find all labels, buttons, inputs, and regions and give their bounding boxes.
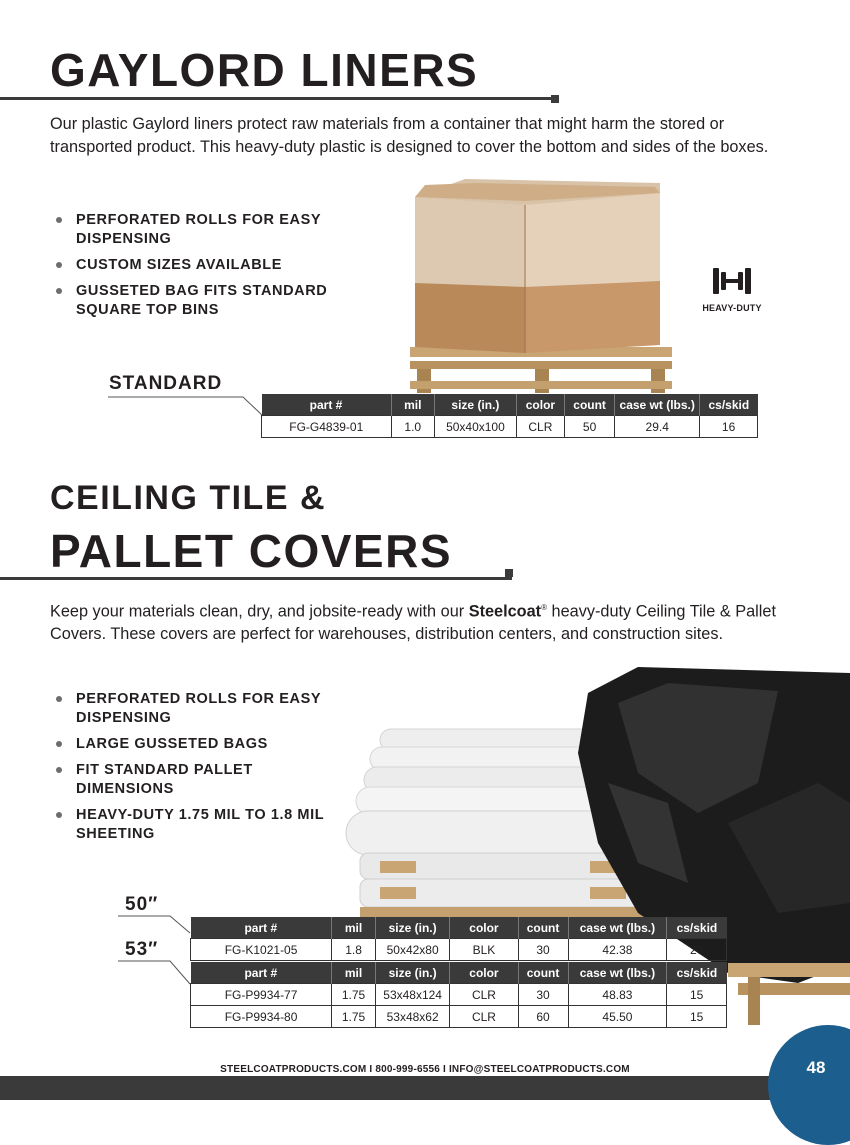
size-53-label: 53″	[125, 939, 159, 960]
col-header: part #	[191, 962, 332, 984]
standard-label: STANDARD	[109, 373, 223, 394]
ceiling-intro	[50, 596, 810, 646]
list-item: FIT STANDARD PALLET DIMENSIONS	[52, 761, 352, 799]
table-row	[191, 939, 727, 961]
rule-end-marker	[551, 95, 559, 103]
table-cell: 1.0	[391, 416, 435, 438]
table-cell: CLR	[450, 1006, 518, 1028]
page-number-badge	[768, 1025, 850, 1145]
table-header-row	[262, 394, 758, 416]
col-header: case wt (lbs.)	[568, 962, 667, 984]
size-50-label: 50″	[125, 894, 159, 915]
table-cell: 15	[667, 1006, 727, 1028]
col-header: count	[518, 917, 568, 939]
table-cell: 16	[700, 416, 758, 438]
table-header-row	[191, 962, 727, 984]
col-header: count	[564, 394, 614, 416]
table-cell: FG-G4839-01	[262, 416, 392, 438]
gaylord-feature-list	[52, 211, 352, 327]
table-cell: 1.75	[332, 984, 376, 1006]
table-header-row	[191, 917, 727, 939]
footer-bar	[0, 1076, 850, 1100]
gaylord-intro: Our plastic Gaylord liners protect raw materials from a container that might harm the stored or transported product. This heavy-duty plastic is designed to cover the bottom and sides of the boxes.	[50, 115, 769, 156]
col-header: count	[518, 962, 568, 984]
table-row	[191, 1006, 727, 1028]
table-cell: 50x40x100	[435, 416, 517, 438]
registered-mark: ®	[541, 603, 548, 612]
table-cell: 15	[667, 984, 727, 1006]
table-cell: CLR	[516, 416, 564, 438]
table-cell: 48.83	[568, 984, 667, 1006]
table-cell: 1.75	[332, 1006, 376, 1028]
list-item: PERFORATED ROLLS FOR EASY DISPENSING	[52, 690, 352, 728]
col-header: color	[516, 394, 564, 416]
brand-name: Steelcoat	[468, 602, 542, 621]
col-header: color	[450, 917, 518, 939]
gaylord-title: GAYLORD LINERS	[50, 44, 479, 96]
list-item: CUSTOM SIZES AVAILABLE	[52, 256, 352, 275]
col-header: case wt (lbs.)	[615, 394, 700, 416]
cover-53-spec-table	[190, 962, 727, 1028]
list-item: PERFORATED ROLLS FOR EASY DISPENSING	[52, 211, 352, 249]
table-cell: 50x42x80	[375, 939, 449, 961]
col-header: case wt (lbs.)	[568, 917, 667, 939]
table-cell: 30	[518, 939, 568, 961]
heavy-duty-label: HEAVY-DUTY	[702, 303, 762, 313]
table-cell: 42.38	[568, 939, 667, 961]
table-cell: CLR	[450, 984, 518, 1006]
col-header: cs/skid	[667, 917, 727, 939]
col-header: mil	[391, 394, 435, 416]
col-header: mil	[332, 962, 376, 984]
table-cell: 45.50	[568, 1006, 667, 1028]
table-row	[191, 984, 727, 1006]
col-header: size (in.)	[435, 394, 517, 416]
intro-text: Keep your materials clean, dry, and jobsite-ready with our	[50, 602, 469, 621]
rule-end-marker	[505, 569, 513, 577]
table-cell: 60	[518, 1006, 568, 1028]
section-rule	[0, 97, 556, 100]
table-cell: FG-K1021-05	[191, 939, 332, 961]
label-leader-line	[118, 960, 198, 986]
list-item: GUSSETED BAG FITS STANDARD SQUARE TOP BINS	[52, 282, 352, 320]
table-row	[262, 416, 758, 438]
heavy-duty-badge	[700, 266, 764, 313]
intro-text: heavy-duty Ceiling Tile & Pallet Covers. These covers are perfect for warehouses, distribution centers, and construction sites.	[50, 602, 776, 644]
col-header: part #	[191, 917, 332, 939]
col-header: cs/skid	[700, 394, 758, 416]
list-item: HEAVY-DUTY 1.75 MIL TO 1.8 MIL SHEETING	[52, 806, 352, 844]
col-header: mil	[332, 917, 376, 939]
gaylord-spec-table	[261, 394, 758, 438]
table-cell: 53x48x62	[375, 1006, 449, 1028]
footer-contact: STEELCOATPRODUCTS.COM I 800-999-6556 I INFO@STEELCOATPRODUCTS.COM	[220, 1064, 630, 1075]
dumbbell-icon	[712, 266, 752, 296]
ceiling-title-line2: PALLET COVERS	[50, 525, 453, 577]
ceiling-feature-list	[52, 690, 352, 851]
label-leader-line	[118, 915, 198, 935]
table-cell: 30	[518, 984, 568, 1006]
col-header: part #	[262, 394, 392, 416]
col-header: cs/skid	[667, 962, 727, 984]
gaylord-box-photo	[405, 175, 680, 397]
table-cell: 50	[564, 416, 614, 438]
table-cell: BLK	[450, 939, 518, 961]
col-header: color	[450, 962, 518, 984]
table-cell: FG-P9934-77	[191, 984, 332, 1006]
ceiling-title-line1: CEILING TILE &	[50, 479, 326, 517]
list-item: LARGE GUSSETED BAGS	[52, 735, 352, 754]
col-header: size (in.)	[375, 962, 449, 984]
col-header: size (in.)	[375, 917, 449, 939]
table-cell: 53x48x124	[375, 984, 449, 1006]
cover-50-spec-table	[190, 917, 727, 961]
page-number: 48	[806, 1058, 826, 1077]
table-cell: 29.4	[615, 416, 700, 438]
table-cell: 1.8	[332, 939, 376, 961]
section-rule	[0, 577, 512, 580]
label-leader-line	[108, 396, 268, 418]
table-cell: FG-P9934-80	[191, 1006, 332, 1028]
table-cell: 20	[667, 939, 727, 961]
